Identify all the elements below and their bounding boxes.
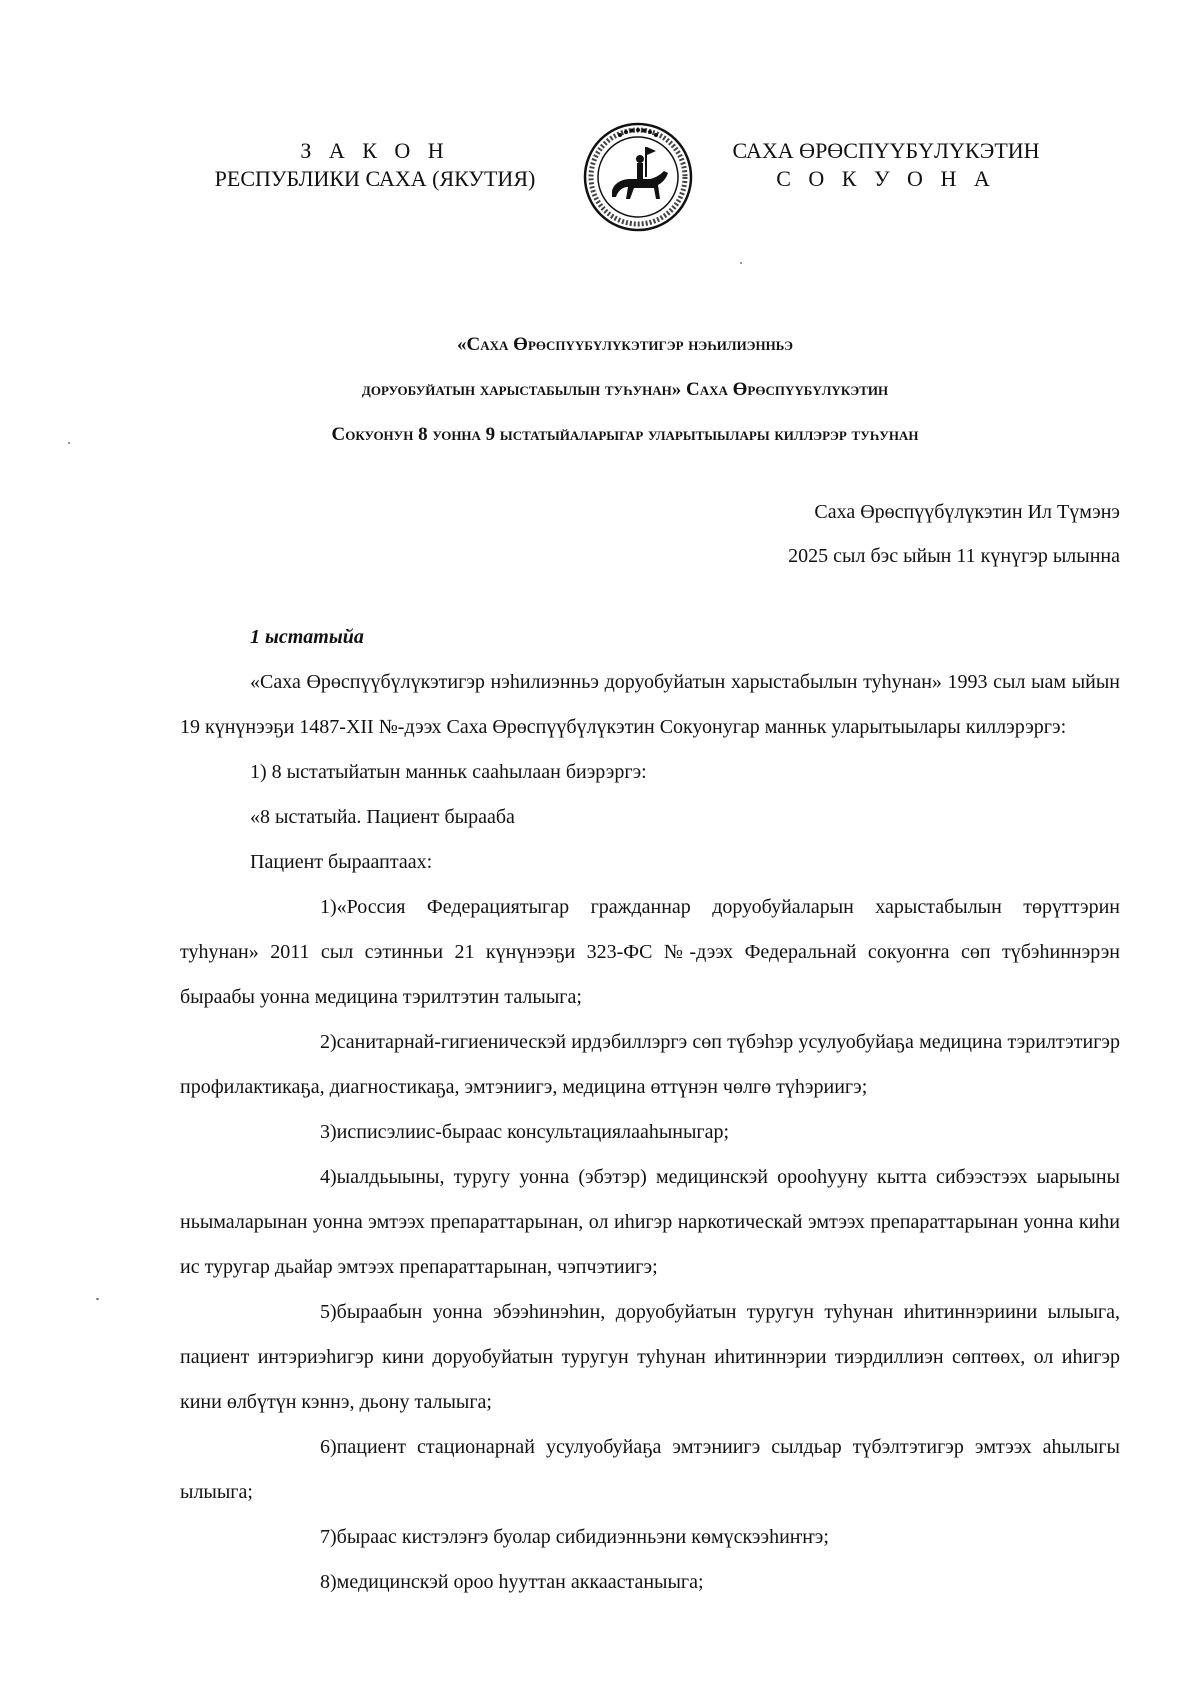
list-item: [180, 1425, 1120, 1515]
list-item-number: 1): [320, 896, 337, 918]
list-item-number: 3): [320, 1121, 337, 1143]
title-line-1: «Саха Өрөспүүбүлүкэтигэр нэһилиэнньэ: [457, 334, 793, 355]
document-title: [150, 322, 1100, 457]
list-item: [180, 1110, 1120, 1155]
list-item: [180, 1560, 1120, 1605]
header-right: [716, 137, 1056, 193]
list-item: [180, 885, 1120, 1020]
list-item-text: «Россия Федерациятыгар гражданнар доруобуйаларын харыстабылын төрүттэрин туһунан» 2011 сыл сэтинньи 21 күнүнээҕи 323-ФС №-дээх Федеральнай сокуоҥҥа сөп түбэһиннэрэн быраабы уонна медицина тэрилтэтин талыыга;: [180, 896, 1120, 1008]
quoted-article-lead: Пациент бырааптаах:: [250, 851, 433, 873]
list-item: [180, 1515, 1120, 1560]
list-item: [180, 1290, 1120, 1425]
list-item-text: пациент стационарнай усулуобуйаҕа эмтэниигэ сылдьар түбэлтэтигэр эмтээх аһылыгы ылыыга;: [180, 1436, 1120, 1503]
scan-speck: [96, 1298, 99, 1300]
article-heading: 1 ыстатыйа: [250, 626, 364, 648]
list-item: [180, 1155, 1120, 1290]
list-item: [180, 1020, 1120, 1110]
coat-of-arms-seal-icon: [582, 121, 694, 233]
article-intro: «Саха Өрөспүүбүлүкэтигэр нэһилиэнньэ доруобуйатын харыстабылын туһунан» 1993 сыл ыам ыйын 19 күнүнээҕи 1487-XII №-дээх Саха Өрөспүүбүлүкэтин Сокуонугар манньк уларытыылары киллэрэргэ:: [180, 671, 1120, 738]
list-item-text: санитарнай-гигиеническэй ирдэбиллэргэ сөп түбэһэр усулуобуйаҕа медицина тэрилтэтигэр профилактикаҕа, диагностикаҕа, эмтэниигэ, медицина өттүнэн чөлгө түһэриигэ;: [180, 1031, 1120, 1098]
adoption-date: 2025 сыл бэс ыйын 11 күнүгэр ылынна: [788, 545, 1120, 567]
header-left: [205, 137, 545, 193]
list-item-text: медицинскэй ороо һууттан аккаастаныыга;: [336, 1571, 704, 1593]
quoted-article-title: «8 ыстатыйа. Пациент бырааба: [250, 806, 515, 828]
scan-speck: [740, 262, 742, 264]
list-item-text: исписэлиис-быраас консультациялааһыныгар;: [336, 1121, 730, 1143]
republic-name-ru: РЕСПУБЛИКИ САХА (ЯКУТИЯ): [214, 166, 536, 191]
list-item-number: 6): [320, 1436, 337, 1458]
list-item-number: 8): [320, 1571, 337, 1593]
list-item-number: 2): [320, 1031, 337, 1053]
list-item-text: быраас кистэлэҥэ буолар сибидиэнньэни көмүскээһиҥҥэ;: [336, 1526, 829, 1548]
title-line-3: Сокуонун 8 уонна 9 ыстатыйаларыгар уларытыылары киллэрэр туһунан: [331, 424, 919, 445]
document-body: [180, 615, 1120, 1605]
adoption-block: [788, 490, 1120, 578]
title-line-2: доруобуйатын харыстабылын туһунан» Саха Өрөспүүбүлүкэтин: [361, 379, 889, 400]
amendment-item-1: 1) 8 ыстатыйатын манньк сааһылаан биэрэргэ:: [250, 761, 647, 783]
list-item-number: 7): [320, 1526, 337, 1548]
list-item-text: быраабын уонна эбээһинэһин, доруобуйатын туругун туһунан иһитиннэриини ылыыга, пациент интэриэһигэр кини доруобуйатын туругун туһунан иһитиннэрии тиэрдиллиэн сөптөөх, ол иһигэр кини өлбүтүн кэннэ, дьону талыыга;: [180, 1301, 1120, 1413]
republic-name-sakha: САХА ӨРӨСПҮҮБҮЛҮКЭТИН: [732, 138, 1040, 163]
scan-speck: [68, 442, 70, 444]
adopting-body: Саха Өрөспүүбүлүкэтин Ил Түмэнэ: [814, 501, 1120, 523]
list-item-number: 5): [320, 1301, 337, 1323]
law-label-ru: З А К О Н: [300, 138, 450, 163]
list-item-text: ыалдьыыны, туругу уонна (эбэтэр) медицинскэй орооһууну кытта сибээстээх ыарыыны ньымаларынан уонна эмтээх препараттарынан, ол иһигэр наркотическай эмтээх препараттарынан уонна киһи ис туругар дьайар эмтээх препараттарынан, чэпчэтиигэ;: [180, 1166, 1120, 1278]
list-item-number: 4): [320, 1166, 337, 1188]
law-label-sakha: С О К У О Н А: [776, 166, 996, 191]
